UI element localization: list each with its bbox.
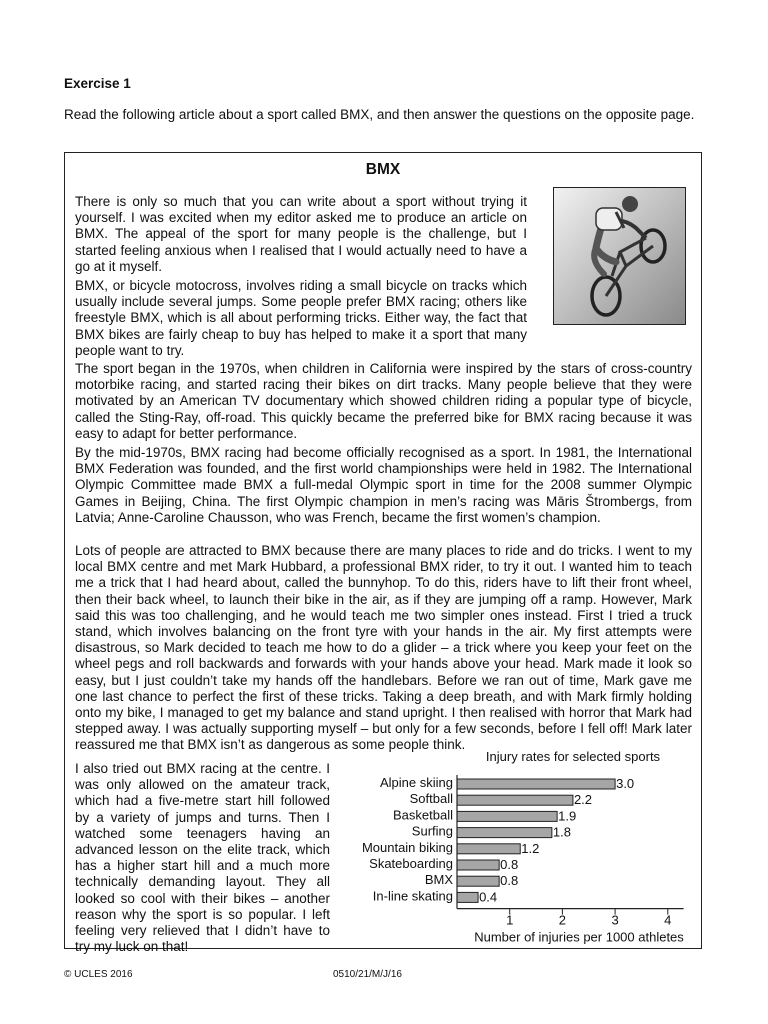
chart-title: Injury rates for selected sports <box>485 749 661 764</box>
article-paragraph-1: There is only so much that you can write about a sport without trying it yourself. I was excited when my editor asked me to produce an article on BMX. The appeal of the sport for many people is the challenge, but I started feeling anxious when I realised that I would actually need to have a go at it myself. <box>75 194 527 274</box>
bar-value-label: 3.0 <box>616 776 635 791</box>
bar-value-label: 1.2 <box>521 840 540 856</box>
x-tick-label: 3 <box>611 912 619 928</box>
bar <box>457 779 615 789</box>
bar-value-label: 0.4 <box>479 889 498 905</box>
bar-value-label: 2.2 <box>573 792 593 808</box>
x-axis-label: Number of injuries per 1000 athletes <box>474 929 684 945</box>
article-paragraph-4: By the mid-1970s, BMX racing had become officially recognised as a sport. In 1981, the International BMX Federation was founded, and the first world championships were held in 1982. The International Olympic Committee made BMX a full-medal Olympic sport in time for the 2008 summer Olympic Games in Beijing, China. The first Olympic champion in men’s racing was Māris Štrombergs, from Latvia; Anne-Caroline Chausson, who was French, became the first women’s champion. <box>75 445 692 525</box>
footer-exam-code: 0510/21/M/J/16 <box>333 969 402 980</box>
category-label: Softball <box>409 791 453 807</box>
bar <box>457 876 499 886</box>
article-paragraph-2: BMX, or bicycle motocross, involves riding a small bicycle on tracks which usually include several jumps. Some people prefer BMX racing; others like freestyle BMX, which is all about performing tricks. Either way, the fact that BMX bikes are fairly cheap to buy has helped to make it a sport that many people want to try. <box>75 278 527 358</box>
article-box <box>64 152 702 955</box>
category-label: In-line skating <box>372 888 453 904</box>
bar <box>457 811 557 821</box>
article-paragraph-3: The sport began in the 1970s, when children in California were inspired by the stars of cross-country motorbike racing, and started racing their bikes on dirt tracks. Many people believe that they were motivated by an American TV documentary which showed children riding a popular type of bicycle, called the Sting-Ray, off-road. This quickly became the preferred bike for BMX racing because it was easy to adapt for better performance. <box>75 361 692 441</box>
category-label: Skateboarding <box>369 856 453 871</box>
bar <box>457 828 552 838</box>
article-paragraph-5: Lots of people are attracted to BMX because there are many places to ride and do tricks. I went to my local BMX centre and met Mark Hubbard, a professional BMX rider, to try it out. I wanted him to teach me a trick that I had heard about, called the bunnyhop. To do this, riders have to lift their front wheel, then their back wheel, to launch their bike in the air, as if they are jumping off a ramp. However, Mark said this was too challenging, and he would teach me two simpler ones instead. First I tried a truck stand, which involves balancing on the front tyre with your hands in the air. My first attempts were disastrous, so Mark decided to teach me how to do a glider – a trick where you keep your feet on the wheel pegs and roll backwards and forwards with your hands above your head. Mark made it look so easy, but I just couldn’t take my hands off the handlebars. Before we ran out of time, Mark gave me one last chance to perfect the first of these tricks. Taking a deep breath, and with Mark firmly holding onto my bike, I managed to get my balance and stand upright. I then realised with horror that Mark had stepped away. I was actually supporting myself – but only for a few seconds, before I fell off! Mark later reassured me that BMX isn’t as dangerous as some people think. <box>75 543 692 753</box>
bar <box>457 844 520 854</box>
bar-value-label: 0.8 <box>500 873 519 889</box>
x-tick-label: 2 <box>558 912 567 928</box>
category-label: Basketball <box>393 807 453 823</box>
bmx-rider-icon <box>554 188 685 324</box>
x-tick-label: 1 <box>506 912 514 928</box>
footer-copyright: © UCLES 2016 <box>64 969 133 980</box>
bar-value-label: 1.8 <box>552 824 571 840</box>
exercise-title: Exercise 1 <box>64 76 131 91</box>
bar <box>457 892 478 902</box>
category-label: Alpine skiing <box>380 775 453 790</box>
injury-rates-chart <box>333 749 693 949</box>
category-label: Surfing <box>411 823 453 839</box>
bmx-rider-photo <box>553 187 686 325</box>
bar <box>457 860 499 870</box>
bar <box>457 795 573 805</box>
category-label: Mountain biking <box>361 839 453 855</box>
article-paragraph-6: I also tried out BMX racing at the centre. I was only allowed on the amateur track, which had a five-metre start hill followed by a variety of jumps and turns. Then I watched some teenagers having an advanced lesson on the elite track, which has a higher start hill and a much more technically demanding layout. They all looked so cool with their bikes – another reason why the sport is so popular. I left feeling very relieved that I didn’t have to try my luck on that! <box>75 761 330 955</box>
exercise-instructions: Read the following article about a sport called BMX, and then answer the questions on the opposite page. <box>64 107 695 122</box>
injury-rates-chart-svg <box>333 749 693 949</box>
bar-value-label: 0.8 <box>500 857 519 872</box>
category-label: BMX <box>424 872 453 888</box>
x-tick-label: 4 <box>664 912 672 928</box>
article-title: BMX <box>365 161 401 178</box>
bar-value-label: 1.9 <box>558 808 577 824</box>
